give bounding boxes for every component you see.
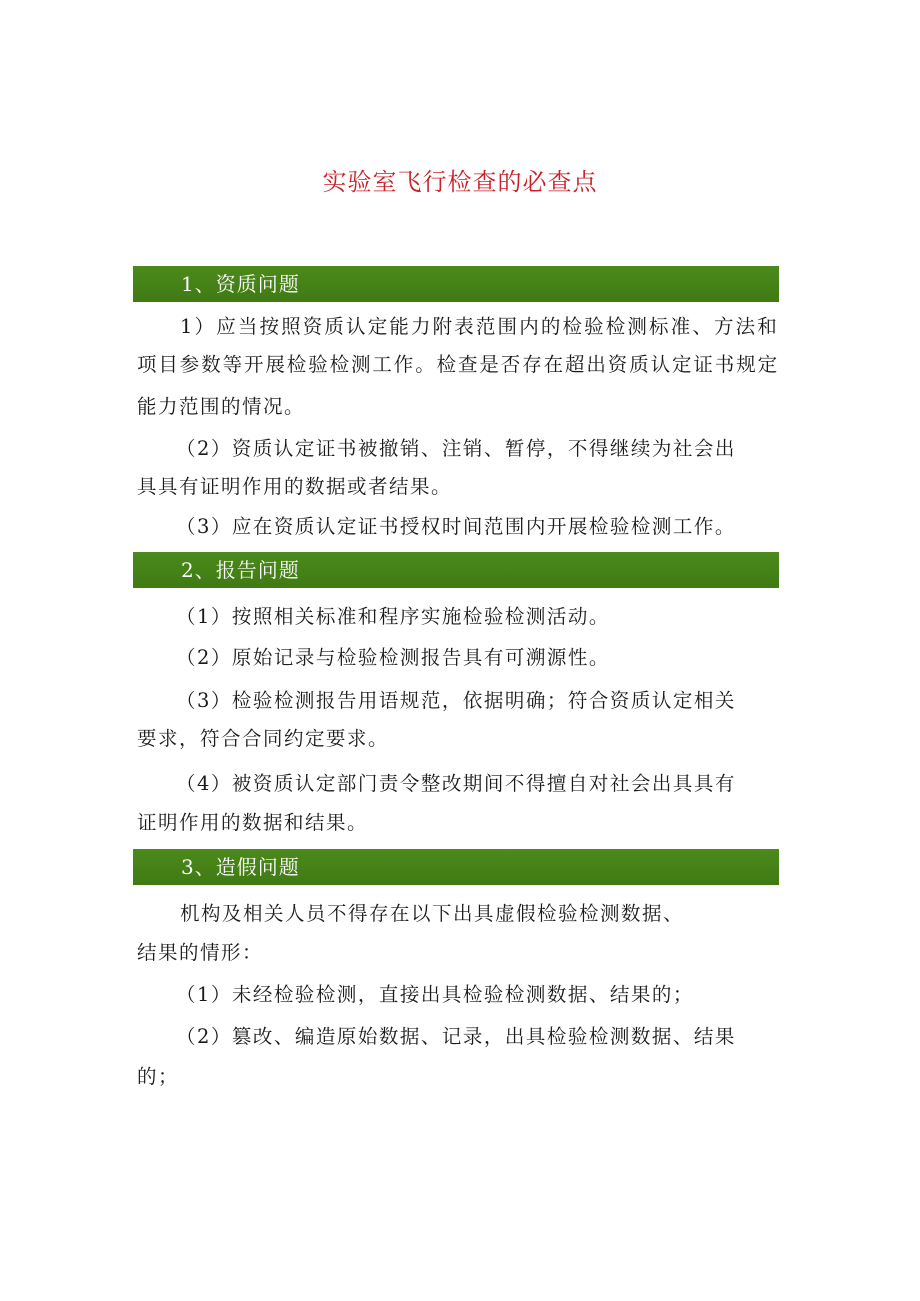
section-header-report (133, 552, 779, 588)
paragraph-line: 机构及相关人员不得存在以下出具虚假检验检测数据、 (180, 902, 685, 925)
paragraph-line: 具具有证明作用的数据或者结果。 (137, 475, 453, 498)
paragraph-line: 项目参数等开展检验检测工作。检查是否存在超出资质认定证书规定 (137, 353, 780, 376)
paragraph-line: （1）按照相关标准和程序实施检验检测活动。 (176, 605, 610, 628)
paragraph-line: 要求，符合合同约定要求。 (137, 727, 390, 750)
paragraph-line: （1）未经检验检测，直接出具检验检测数据、结果的； (176, 983, 694, 1006)
paragraph-line: （2）篡改、编造原始数据、记录，出具检验检测数据、结果 (176, 1025, 736, 1048)
paragraph-line: 的； (137, 1065, 180, 1088)
paragraph-line: （2）资质认定证书被撤销、注销、暂停，不得继续为社会出 (176, 437, 736, 460)
section-heading: 2、报告问题 (181, 558, 300, 582)
paragraph-line: （3）检验检测报告用语规范，依据明确；符合资质认定相关 (176, 689, 736, 712)
section-heading: 3、造假问题 (181, 855, 300, 879)
paragraph-line: 结果的情形： (137, 941, 264, 964)
section-heading: 1、资质问题 (181, 272, 300, 296)
paragraph-line: 1）应当按照资质认定能力附表范围内的检验检测标准、方法和 (180, 315, 779, 338)
document-title: 实验室飞行检查的必查点 (322, 168, 598, 196)
paragraph-line: （4）被资质认定部门责令整改期间不得擅自对社会出具具有 (176, 772, 736, 795)
section-header-fraud (133, 849, 779, 885)
paragraph-line: 能力范围的情况。 (137, 395, 306, 418)
paragraph-line: 证明作用的数据和结果。 (137, 811, 369, 834)
paragraph-line: （3）应在资质认定证书授权时间范围内开展检验检测工作。 (176, 515, 736, 538)
paragraph-line: （2）原始记录与检验检测报告具有可溯源性。 (176, 646, 610, 669)
section-header-qualification (133, 266, 779, 302)
